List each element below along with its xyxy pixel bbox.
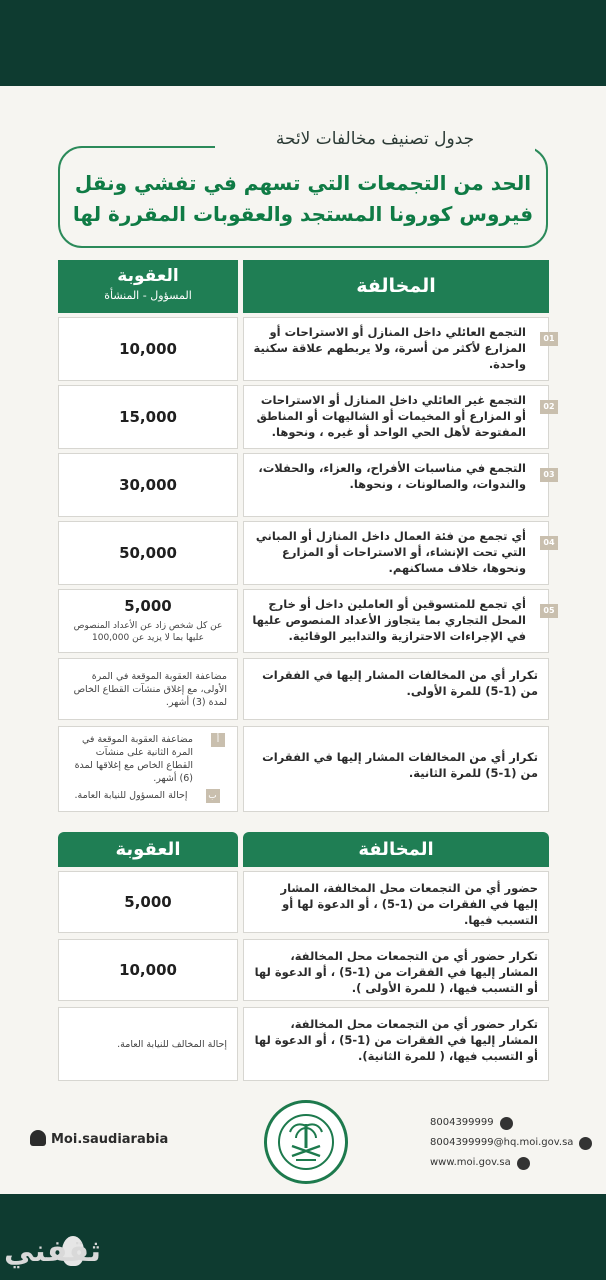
phone-icon bbox=[500, 1117, 513, 1130]
violation-text: أي تجمع للمتسوقين أو العاملين داخل أو خارج المحل التجاري بما يتجاوز الأعداد المنصوص عليها في الإجراءات الاحترازية والتدابير الوقائية. bbox=[252, 597, 526, 643]
table-row-violation bbox=[243, 1007, 549, 1081]
violation-text: التجمع العائلي داخل المنازل أو الاستراحات أو المزارع لأكثر من أسرة، ولا يربطهم علاقة سكنية واحدة. bbox=[253, 325, 526, 371]
contact-phone[interactable] bbox=[430, 1113, 592, 1133]
penalty-header-sublabel: المسؤول - المنشأة bbox=[104, 289, 192, 302]
table-row-penalty: 50,000 bbox=[58, 521, 238, 585]
palm-swords-icon bbox=[276, 1112, 336, 1172]
violation-text: تكرار حضور أي من التجمعات محل المخالفة، المشار إليها في الفقرات من (1-5) ، أو الدعوة لها أو التسبب فيها، ( للمرة الثانية). bbox=[254, 1017, 538, 1063]
globe-icon bbox=[517, 1157, 530, 1170]
sub-item-text: مضاعفة العقوبة الموقعة في المرة الثانية على منشآت القطاع الخاص مع إغلاقها لمدة (6) أشهر. bbox=[74, 734, 193, 784]
violation-text: تكرار حضور أي من التجمعات محل المخالفة، المشار إليها في الفقرات من (1-5) ، أو الدعوة لها أو التسبب فيها، ( للمرة الأولى ). bbox=[254, 949, 538, 995]
row-number-tag: 04 bbox=[540, 536, 558, 550]
page-title bbox=[70, 168, 536, 230]
violation-text: تكرار أي من المخالفات المشار إليها في الفقرات من (1-5) للمرة الأولى. bbox=[262, 668, 538, 698]
penalty-header-label: العقوبة bbox=[117, 266, 179, 286]
sub-item-tag: ب bbox=[206, 789, 220, 803]
table-row-penalty: مضاعفة العقوبة الموقعة في المرة الأولى، مع إغلاق منشآت القطاع الخاص لمدة (3) أشهر. bbox=[58, 658, 238, 720]
table-row-violation bbox=[243, 317, 555, 381]
violation-text: التجمع غير العائلي داخل المنازل أو الاستراحات أو المزارع أو المخيمات أو الشاليهات أو المناطق المفتوحة لأهل الحي الواحد أو غيره ، ونحوها. bbox=[256, 393, 526, 439]
row-number-tag: 01 bbox=[540, 332, 558, 346]
sub-item-text: إحالة المسؤول للنيابة العامة. bbox=[74, 790, 188, 801]
table-row-violation bbox=[243, 521, 555, 585]
penalty-amount: 5,000 bbox=[124, 597, 172, 615]
violation-text: التجمع في مناسبات الأفراح، والعزاء، والحفلات، والندوات، والصالونات ، ونحوها. bbox=[258, 461, 526, 491]
table2-header-violation: المخالفة bbox=[243, 832, 549, 867]
table1-header-violation: المخالفة bbox=[243, 260, 549, 313]
table-row-penalty bbox=[58, 589, 238, 653]
table-row-violation bbox=[243, 939, 549, 1001]
penalty-sub-item bbox=[69, 733, 220, 785]
row-number-tag: 05 bbox=[540, 604, 558, 618]
title-line-1: الحد من التجمعات التي تسهم في تفشي ونقل bbox=[74, 171, 532, 195]
email-icon bbox=[579, 1137, 592, 1150]
table-row-violation bbox=[243, 871, 549, 933]
website-text: www.moi.gov.sa bbox=[430, 1157, 511, 1168]
table-row-violation bbox=[243, 726, 549, 812]
row-number-tag: 02 bbox=[540, 400, 558, 414]
table-row-violation bbox=[243, 589, 555, 653]
table-row-penalty bbox=[58, 726, 238, 812]
table-row-violation bbox=[243, 658, 549, 720]
phone-text: 8004399999 bbox=[430, 1117, 494, 1128]
row-number-tag: 03 bbox=[540, 468, 558, 482]
contact-info bbox=[430, 1113, 592, 1173]
table-row-penalty: 15,000 bbox=[58, 385, 238, 449]
penalty-sub-item bbox=[74, 789, 217, 802]
ministry-emblem-logo bbox=[264, 1100, 348, 1184]
table-row-penalty: 5,000 bbox=[58, 871, 238, 933]
contact-email[interactable] bbox=[430, 1133, 592, 1153]
table-row-violation bbox=[243, 385, 555, 449]
penalty-note: عن كل شخص زاد عن الأعداد المنصوص عليها بما لا يزيد عن 100,000 bbox=[73, 621, 223, 643]
social-handle[interactable] bbox=[30, 1130, 168, 1147]
title-line-2: فيروس كورونا المستجد والعقوبات المقررة لها bbox=[72, 202, 534, 226]
contact-website[interactable] bbox=[430, 1153, 592, 1173]
violation-text: أي تجمع من فئة العمال داخل المنازل أو المباني التي تحت الإنشاء، أو الاستراحات أو المزارع ونحوها، خلاف مساكنهم. bbox=[255, 529, 526, 575]
table-row-penalty: 10,000 bbox=[58, 939, 238, 1001]
table-row-violation bbox=[243, 453, 555, 517]
table1-header-penalty bbox=[58, 260, 238, 313]
table2-header-penalty: العقوبة bbox=[58, 832, 238, 867]
top-band bbox=[0, 0, 606, 86]
sub-item-tag: أ bbox=[211, 733, 225, 747]
email-text: 8004399999@hq.moi.gov.sa bbox=[430, 1137, 574, 1148]
title-caption: جدول تصنيف مخالفات لائحة bbox=[215, 129, 535, 153]
watermark-text: ثقفني bbox=[4, 1234, 102, 1269]
snapchat-icon bbox=[30, 1130, 46, 1146]
social-handle-text: Moi.saudiarabia bbox=[51, 1132, 169, 1147]
violation-text: حضور أي من التجمعات محل المخالفة، المشار إليها في الفقرات من (1-5) ، أو الدعوة لها أو التسبب فيها. bbox=[280, 881, 538, 927]
table-row-penalty: 10,000 bbox=[58, 317, 238, 381]
violation-text: تكرار أي من المخالفات المشار إليها في الفقرات من (1-5) للمرة الثانية. bbox=[262, 750, 538, 780]
table-row-penalty: إحالة المخالف للنيابة العامة. bbox=[58, 1007, 238, 1081]
table-row-penalty: 30,000 bbox=[58, 453, 238, 517]
